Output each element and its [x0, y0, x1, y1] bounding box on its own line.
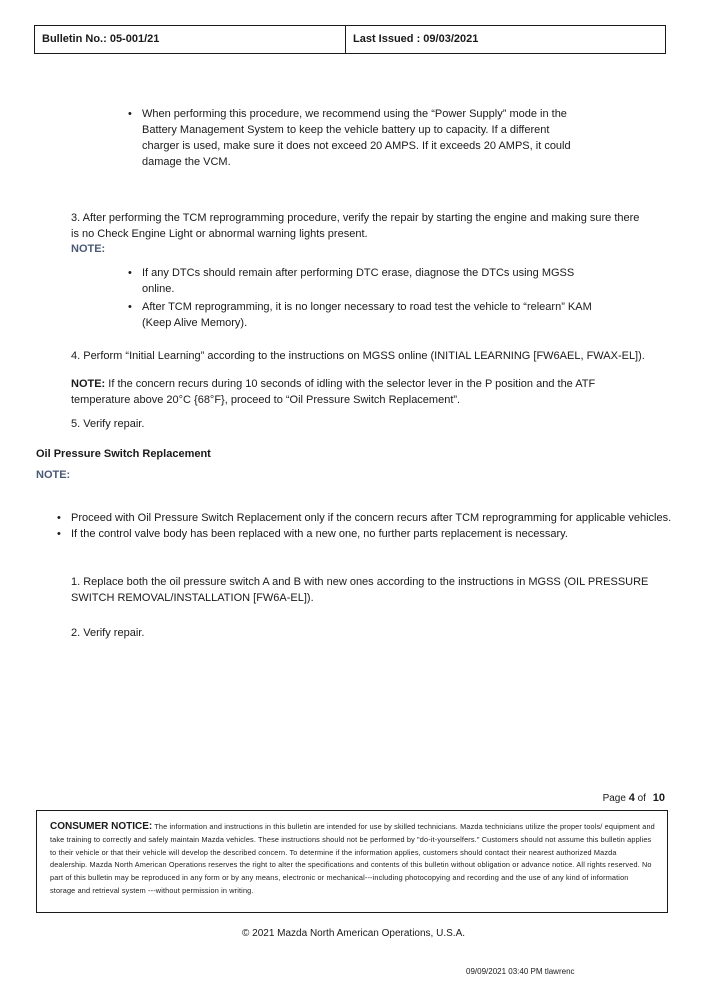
power-supply-text: When performing this procedure, we recommend using the “Power Supply” mode in the Battery Management System to keep the vehicle battery up to capacity. If a different charger is used, make sure it does not exceed 20 AMPS. If it exceeds 20 AMPS, it could damage the VCM.: [142, 108, 571, 168]
oil-section-note-label: NOTE:: [36, 469, 71, 481]
oil-section-notes: [57, 510, 682, 542]
bulletin-header: [34, 25, 666, 54]
consumer-notice-label: CONSUMER NOTICE:: [50, 821, 153, 832]
consumer-notice: [36, 810, 668, 913]
step-3-notes: [128, 265, 608, 331]
oil-step-2: 2. Verify repair.: [71, 627, 145, 639]
list-item: • Proceed with Oil Pressure Switch Replacement only if the concern recurs after TCM reprogramming for applicable vehicles.: [57, 512, 672, 524]
step-3-note-label: NOTE:: [71, 243, 106, 255]
list-item: • After TCM reprogramming, it is no longer necessary to road test the vehicle to “relearn” KAM (Keep Alive Memory).: [128, 301, 592, 329]
page-number: Page 4 of 10: [602, 792, 665, 804]
step-4-note-label: NOTE:: [71, 378, 106, 390]
list-item: • If any DTCs should remain after performing DTC erase, diagnose the DTCs using MGSS online.: [128, 267, 575, 295]
print-timestamp: 09/09/2021 03:40 PM tlawrenc: [466, 967, 575, 976]
list-item: • If the control valve body has been replaced with a new one, no further parts replacement is necessary.: [57, 528, 568, 540]
power-supply-note: [128, 106, 588, 170]
last-issued-date: Last Issued : 09/03/2021: [353, 33, 479, 45]
list-item: • When performing this procedure, we recommend using the “Power Supply” mode in the Battery Management System to keep the vehicle battery up to capacity. If a different charger is used, make sure it does not exceed 20 AMPS. If it exceeds 20 AMPS, it could damage the VCM.: [128, 108, 571, 168]
step-3: 3. After performing the TCM reprogramming procedure, verify the repair by starting the engine and making sure there is no Check Engine Light or abnormal warning lights present.: [71, 212, 640, 240]
oil-step-1: 1. Replace both the oil pressure switch A and B with new ones according to the instructions in MGSS (OIL PRESSURE SWITCH REMOVAL/INSTALLATION [FW6A-EL]).: [71, 576, 649, 604]
bulletin-number: Bulletin No.: 05-001/21: [35, 26, 346, 53]
section-title: Oil Pressure Switch Replacement: [36, 448, 211, 460]
step-4: 4. Perform “Initial Learning” according to the instructions on MGSS online (INITIAL LEARNING [FW6AEL, FWAX-EL]).: [71, 350, 645, 362]
step-5: 5. Verify repair.: [71, 418, 145, 430]
step-4-note: [71, 376, 646, 408]
consumer-notice-text: The information and instructions in this bulletin are intended for use by skilled technicians. Mazda technicians utilize the proper tools/ equipment and take training to correctly and safely maintain Mazda vehicles. These instructions should not be performed by "do-it-yourselfers." Customers should not assume this bulletin applies to their vehicle or that their vehicle will develop the described concern. To determine if the information applies, customers should contact their nearest authorized Mazda dealership. Mazda North American Operations reserves the right to alter the specifications and contents of this bulletin without obligation or advance notice. All rights reserved. No part of this bulletin may be reproduced in any form or by any means, electronic or mechanical---including photocopying and recording and the use of any kind of information storage and retrieval system ---without permission in writing.: [50, 822, 655, 895]
copyright: © 2021 Mazda North American Operations, U.S.A.: [241, 928, 466, 939]
step-4-note-text: If the concern recurs during 10 seconds of idling with the selector lever in the P position and the ATF temperature above 20°C {68°F}, proceed to “Oil Pressure Switch Replacement”.: [71, 378, 596, 406]
